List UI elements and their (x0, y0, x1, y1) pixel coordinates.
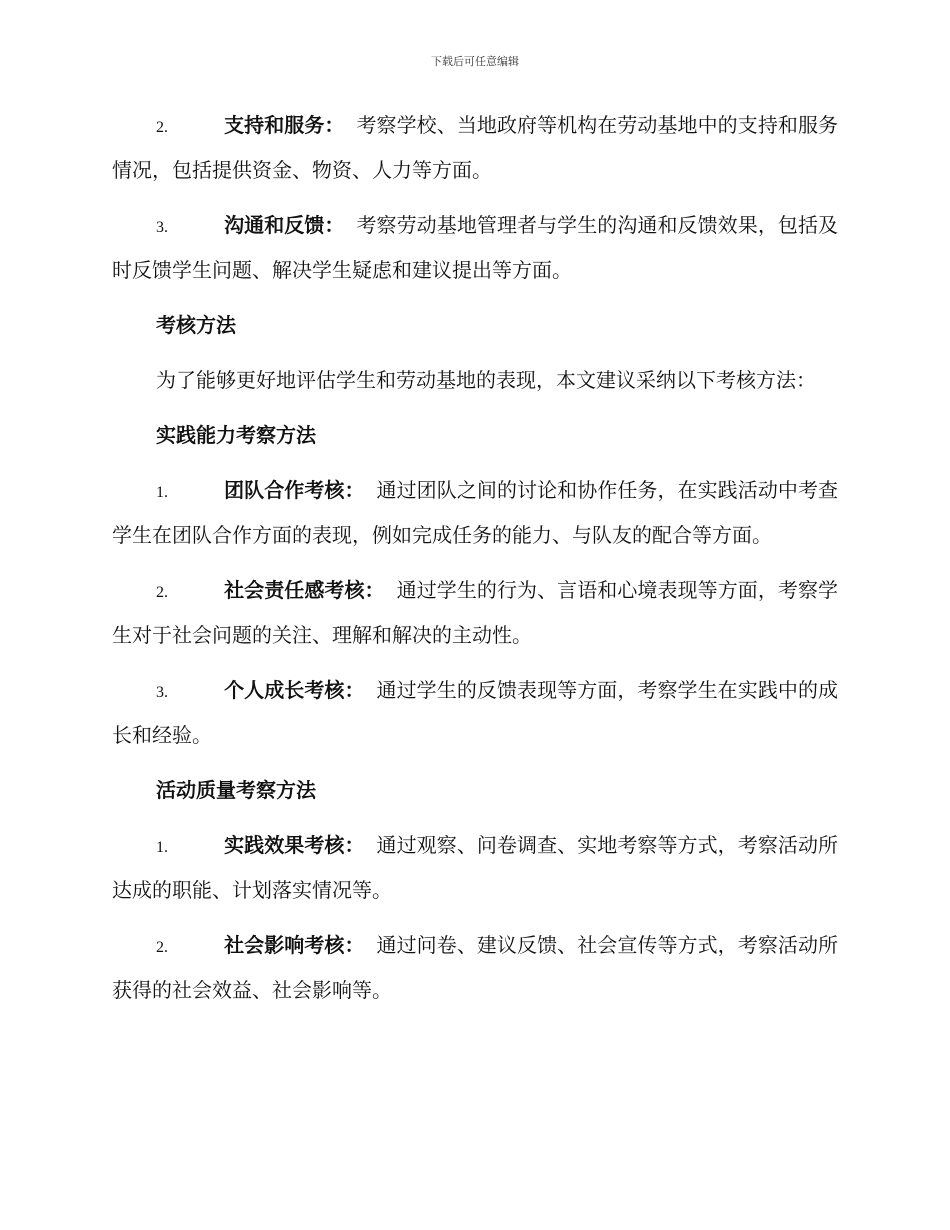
list-colon: ： (344, 933, 365, 957)
list-term: 社会责任感考核 (224, 578, 365, 602)
list-body: 考察学校、当地政府等机构在劳动基地中的支持和服务情况，包括提供资金、物资、人力等方面。 (112, 113, 839, 182)
list-term: 团队合作考核 (224, 478, 345, 502)
list-body: 通过学生的反馈表现等方面，考察学生在实践中的成长和经验。 (112, 678, 839, 747)
list-number: 1. (156, 484, 168, 501)
list-item-support-and-service (112, 104, 838, 191)
list-number: 2. (156, 584, 168, 601)
list-colon: ： (344, 478, 365, 502)
list-number: 1. (156, 839, 168, 856)
list-item-social-responsibility (112, 569, 838, 656)
list-colon: ： (364, 578, 385, 602)
list-item-practice-effect (112, 824, 838, 911)
section-heading-activity-quality: 活动质量考察方法 (156, 778, 316, 802)
list-number: 3. (156, 219, 168, 236)
list-colon: ： (344, 678, 365, 702)
list-term: 社会影响考核 (224, 933, 345, 957)
list-number: 2. (156, 939, 168, 956)
page-header: 下载后可任意编辑 (431, 55, 519, 68)
list-colon: ： (324, 113, 345, 137)
list-colon: ： (324, 213, 345, 237)
list-item-communication-and-feedback (112, 204, 838, 291)
list-body: 通过问卷、建议反馈、社会宣传等方式，考察活动所获得的社会效益、社会影响等。 (112, 933, 839, 1002)
list-term: 沟通和反馈 (224, 213, 325, 237)
document-body (112, 104, 838, 1024)
list-term: 支持和服务 (224, 113, 325, 137)
list-body: 通过学生的行为、言语和心境表现等方面，考察学生对于社会问题的关注、理解和解决的主动性。 (112, 578, 839, 647)
list-term: 实践效果考核 (224, 833, 345, 857)
list-colon: ： (344, 833, 365, 857)
list-item-social-impact (112, 924, 838, 1011)
list-body: 通过观察、问卷调查、实地考察等方式，考察活动所达成的职能、计划落实情况等。 (112, 833, 839, 902)
list-body: 考察劳动基地管理者与学生的沟通和反馈效果，包括及时反馈学生问题、解决学生疑虑和建议提出等方面。 (112, 213, 839, 282)
intro-paragraph: 为了能够更好地评估学生和劳动基地的表现，本文建议采纳以下考核方法： (156, 368, 816, 392)
list-item-personal-growth (112, 669, 838, 756)
list-body: 通过团队之间的讨论和协作任务，在实践活动中考查学生在团队合作方面的表现，例如完成任务的能力、与队友的配合等方面。 (112, 478, 839, 547)
list-number: 2. (156, 119, 168, 136)
list-term: 个人成长考核 (224, 678, 345, 702)
list-item-teamwork (112, 469, 838, 556)
list-number: 3. (156, 684, 168, 701)
section-heading-practice-ability: 实践能力考察方法 (156, 423, 316, 447)
section-heading-assessment-methods: 考核方法 (156, 313, 236, 337)
